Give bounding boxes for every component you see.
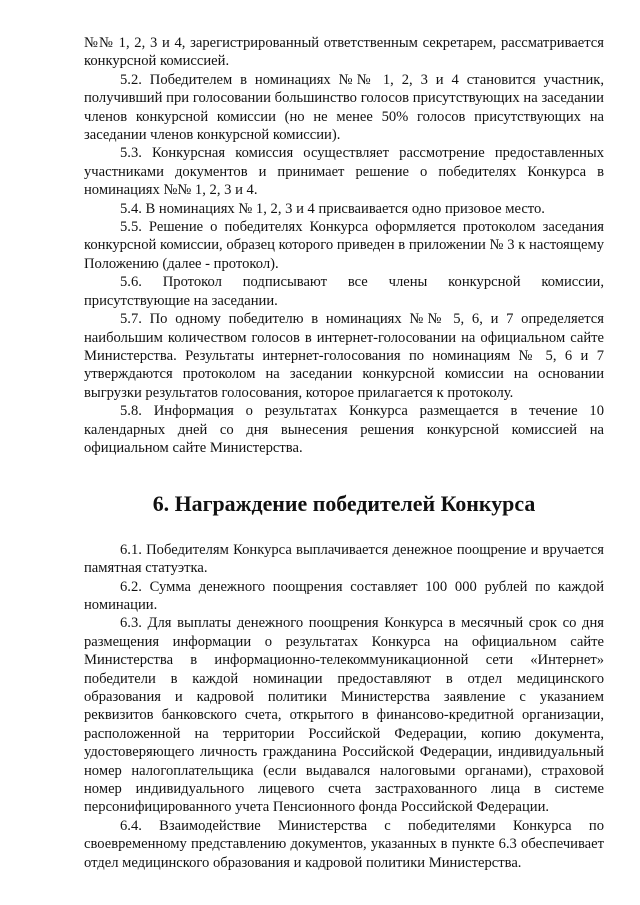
paragraph-6-2: 6.2. Сумма денежного поощрения составляет 100 000 рублей по каждой номинации. xyxy=(84,578,604,613)
paragraph-5-3: 5.3. Конкурсная комиссия осуществляет рассмотрение предоставленных участниками документов и принимает решение о победителях Конкурса в номинациях №№ 1, 2, 3 и 4. xyxy=(84,145,604,199)
paragraph-5-4: 5.4. В номинациях № 1, 2, 3 и 4 присваивается одно призовое место. xyxy=(120,200,545,217)
section-heading: 6. Награждение победителей Конкурса xyxy=(152,491,536,517)
spacer xyxy=(84,457,604,495)
paragraph-5-2: 5.2. Победителем в номинациях №№ 1, 2, 3 и 4 становится участник, получивший при голосовании большинство голосов присутствующих на заседании членов конкурсной комиссии (но не менее 50% голосов присутствующих на заседании членов конкурсной комиссии). xyxy=(84,71,604,144)
paragraph-6-3: 6.3. Для выплаты денежного поощрения Конкурса в месячный срок со дня размещения информации о результатах Конкурса на официальном сайте Министерства в информационно-телекоммуникационной сети «Интернет» победители в каждой номинации предоставляют в отдел медицинского образования и кадровой политики Министерства заявление с указанием реквизитов банковского счета, открытого в финансово-кредитной организации, расположенной на территории Российской Федерации, копию документа, удостоверяющего личность гражданина Российской Федерации, индивидуальный номер налогоплательщика (если выдавался налоговыми органами), страховой номер индивидуального лицевого счета застрахованного лица в системе персонифицированного учета Пенсионного фонда Российской Федерации. xyxy=(84,615,604,816)
paragraph-5-7: 5.7. По одному победителю в номинациях №№ 5, 6, и 7 определяется наибольшим количеством голосов в интернет-голосовании на официальном сайте Министерства. Результаты интернет-голосования по номинациям № 5, 6 и 7 утверждаются протоколом на заседании конкурсной комиссии на основании выгрузки результатов голосования, которое прилагается к протоколу. xyxy=(84,311,604,401)
paragraph-6-4: 6.4. Взаимодействие Министерства с победителями Конкурса по своевременному представлению документов, указанных в пункте 6.3 обеспечивает отдел медицинского образования и кадровой политики Министерства. xyxy=(84,817,604,871)
spacer xyxy=(84,514,604,541)
paragraph-5-6: 5.6. Протокол подписывают все члены конкурсной комиссии, присутствующие на заседании. xyxy=(84,274,604,309)
paragraph-6-1: 6.1. Победителям Конкурса выплачивается денежное поощрение и вручается памятная статуэтка. xyxy=(84,541,604,577)
document-page xyxy=(84,34,604,872)
paragraph-5-8: 5.8. Информация о результатах Конкурса размещается в течение 10 календарных дней со дня вынесения решения конкурсной комиссией на официальном сайте Министерства. xyxy=(84,403,604,456)
paragraph-5-5: 5.5. Решение о победителях Конкурса оформляется протоколом заседания конкурсной комиссии, образец которого приведен в приложении № 3 к настоящему Положению (далее - протокол). xyxy=(84,219,604,272)
paragraph-5-1-continuation: №№ 1, 2, 3 и 4, зарегистрированный ответственным секретарем, рассматривается конкурсной комиссией. xyxy=(84,35,604,70)
